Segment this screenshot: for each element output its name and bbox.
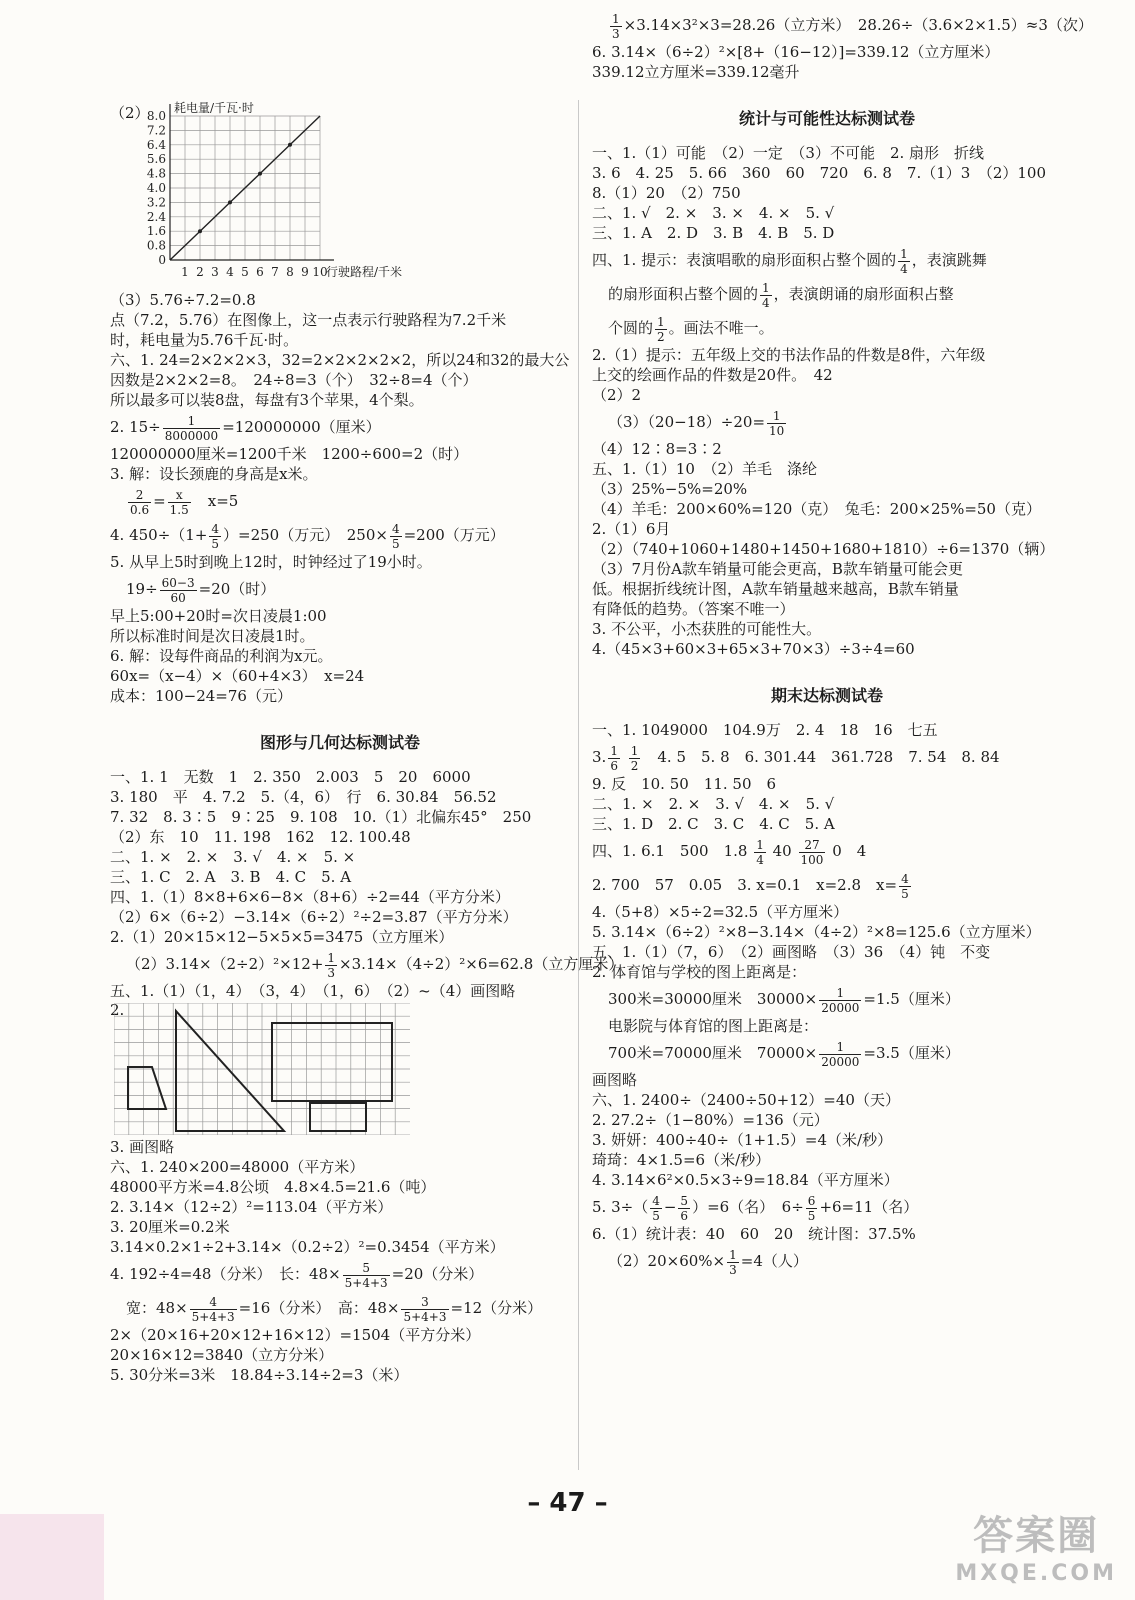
chart-label: （2）	[110, 104, 150, 122]
answer-line: 7. 32 8. 3∶5 9∶25 9. 108 10.（1）北偏东45° 250	[110, 808, 532, 826]
x-tick-label: 4	[226, 265, 234, 279]
answer-line: 4.（5+8）×5÷2=32.5（平方厘米）	[592, 903, 849, 921]
answer-line: 2×（20×16+20×12+16×12）=1504（平方分米）	[110, 1326, 481, 1344]
x-tick-label: 6	[256, 265, 264, 279]
answer-line: 3. 6 4. 25 5. 66 360 60 720 6. 8 7.（1）3 （2）100	[592, 164, 1047, 182]
answer-line: 5. 30分米=3米 18.84÷3.14÷2=3（米）	[110, 1366, 409, 1384]
answer-line: 20×16×12=3840（立方分米）	[110, 1346, 334, 1364]
answer-line: （3）（20−18）÷20= $\frac{1}{10}$	[608, 408, 785, 438]
y-tick-label: 4.8	[146, 166, 166, 181]
answer-line: 8.（1）20 （2）750	[592, 184, 741, 202]
answer-line: 4. 450÷（1+ $\frac{4}{5}$ ）=250（万元） 250× $\frac{4}{5}$ =200（万元）	[110, 521, 505, 551]
answer-line: 120000000厘米=1200千米 1200÷600=2（时）	[110, 445, 469, 463]
answer-line: 画图略	[592, 1071, 638, 1089]
x-tick-label: 3	[211, 265, 219, 279]
y-tick-label: 7.2	[146, 123, 166, 138]
answer-line: 3. 不公平，小杰获胜的可能性大。	[592, 620, 822, 638]
answer-line: 2. 3.14×（12÷2）²=113.04（平方米）	[110, 1198, 393, 1216]
answer-line: 五、1.（1）（7，6） （2）画图略 （3）36 （4）钝 不变	[592, 943, 991, 961]
right-column	[592, 8, 1093, 1278]
answer-line: （3）25%−5%=20%	[592, 480, 748, 498]
answer-line: 300米=30000厘米 30000× $\frac{1}{20000}$ =1.5（厘米）	[608, 985, 960, 1015]
answer-line: （2）20×60%× $\frac{1}{3}$ =4（人）	[608, 1247, 808, 1277]
grid-figure-block	[110, 1001, 570, 1137]
answer-line: 低。根据折线统计图，A款车销量越来越高，B款车销量	[592, 580, 959, 598]
grid-figure	[114, 1003, 414, 1135]
answer-line: 2. 700 57 0.05 3. x=0.1 x=2.8 x= $\frac{4}{5}$	[592, 871, 909, 901]
y-tick-label: 0.8	[146, 238, 166, 253]
answer-line: 二、1. √ 2. × 3. × 4. × 5. √	[592, 204, 835, 222]
section-heading-final: 期末达标测试卷	[770, 686, 883, 705]
answer-line: 成本：100−24=76（元）	[110, 687, 292, 705]
answer-line: 四、1. 提示：表演唱歌的扇形面积占整个圆的 $\frac{1}{4}$ ，表演跳舞	[592, 246, 987, 276]
section-heading-geometry: 图形与几何达标测试卷	[259, 733, 420, 752]
answer-line: 所以标准时间是次日凌晨1时。	[110, 627, 315, 645]
trapezoid-shape	[128, 1067, 166, 1109]
answer-line: 的扇形面积占整个圆的 $\frac{1}{4}$ ，表演朗诵的扇形面积占整	[608, 280, 954, 310]
answer-line: 48000平方米=4.8公顷 4.8×4.5=21.6（吨）	[110, 1178, 436, 1196]
answer-line: 宽：48× $\frac{4}{5+4+3}$ =16（分米） 高：48× $\frac{3}{5+4+3}$ =12（分米）	[126, 1294, 543, 1324]
y-tick-label: 6.4	[146, 137, 166, 152]
answer-line: 3. 180 平 4. 7.2 5.（4，6） 行 6. 30.84 56.52	[110, 788, 497, 806]
answer-line: 2.（1）提示：五年级上交的书法作品的件数是8件，六年级	[592, 346, 986, 364]
data-point	[288, 143, 292, 147]
y-tick-label: 1.6	[146, 224, 166, 239]
answer-line: （2）6×（6÷2）−3.14×（6÷2）²÷2=3.87（平方分米）	[110, 908, 518, 926]
answer-line: （2）（740+1060+1480+1450+1680+1810）÷6=1370（辆）	[592, 540, 1055, 558]
answer-line: （2）2	[592, 386, 642, 404]
answer-line: 6. 3.14×（6÷2）²×[8+（16−12）]=339.12（立方厘米）	[592, 43, 1000, 61]
proportion-line: $\frac{2}{0.6}$ = $\frac{x}{1.5}$ x=5	[130, 487, 239, 517]
answer-line: 3. 妍妍：400÷40÷（1+1.5）=4（米/秒）	[592, 1131, 893, 1149]
answer-line: 有降低的趋势。（答案不唯一）	[592, 600, 795, 618]
answer-line: 六、1. 24=2×2×2×3，32=2×2×2×2×2，所以24和32的最大公	[110, 351, 570, 369]
chart-block	[110, 100, 570, 290]
answer-line: 二、1. × 2. × 3. √ 4. × 5. √	[592, 795, 835, 813]
answer-line: 一、1. 1049000 104.9万 2. 4 18 16 七五	[592, 721, 938, 739]
y-tick-label: 8.0	[146, 109, 166, 123]
section-heading-statistics: 统计与可能性达标测试卷	[738, 109, 915, 128]
y-tick-label: 4.0	[146, 181, 166, 195]
data-point	[198, 229, 202, 233]
answer-line: 2. 15÷ $\frac{1}{8000000}$ =120000000（厘米）	[110, 413, 381, 443]
answer-line: 6. 解：设每件商品的利润为x元。	[110, 647, 333, 665]
answer-line: 时，耗电量为5.76千瓦·时。	[110, 331, 299, 349]
answer-line: （2）东 10 11. 198 162 12. 100.48	[110, 828, 411, 846]
answer-line: 19÷ $\frac{60-3}{60}$ =20（时）	[126, 575, 276, 605]
answer-line: （4）12∶8=3∶2	[592, 440, 722, 458]
answer-line: 4. 192÷4=48（分米） 长：48× $\frac{5}{5+4+3}$ =20（分米）	[110, 1260, 484, 1290]
answer-line: 五、1.（1）（1，4） （3，4） （1，6） （2）~（4）画图略	[110, 982, 516, 1000]
answer-line: （3）5.76÷7.2=0.8	[110, 291, 256, 309]
watermark-url: MXQE.COM	[955, 1561, 1117, 1586]
answer-line: 3. $\frac{1}{6}$ $\frac{1}{2}$ 4. 5 5. 8 6. 301.44 361.728 7. 54 8. 84	[592, 743, 1000, 773]
answer-line: 2.（1）20×15×12−5×5×5=3475（立方厘米）	[110, 928, 454, 946]
column-divider	[578, 100, 579, 1470]
answer-line: 三、1. A 2. D 3. B 4. B 5. D	[592, 224, 835, 242]
answer-line: 上交的绘画作品的件数是20件。 42	[592, 366, 833, 384]
corner-decoration	[0, 1514, 104, 1600]
answer-line: 9. 反 10. 50 11. 50 6	[592, 775, 777, 793]
answer-line: 一、1.（1）可能 （2）一定 （3）不可能 2. 扇形 折线	[592, 144, 985, 162]
answer-line: 6.（1）统计表：40 60 20 统计图：37.5%	[592, 1225, 916, 1243]
answer-line: 三、1. D 2. C 3. C 4. C 5. A	[592, 815, 835, 833]
x-tick-label: 9	[301, 265, 309, 279]
answer-line: 三、1. C 2. A 3. B 4. C 5. A	[110, 868, 352, 886]
answer-line: 3. 画图略	[110, 1138, 175, 1156]
large-rectangle-shape	[272, 1023, 392, 1101]
x-tick-label: 7	[271, 265, 279, 279]
answer-line: 二、1. × 2. × 3. √ 4. × 5. ×	[110, 848, 356, 866]
answer-line: 339.12立方厘米=339.12毫升	[592, 63, 800, 81]
answer-line: 5. 3.14×（6÷2）²×8−3.14×（4÷2）²×8=125.6（立方厘米）	[592, 923, 1041, 941]
answer-line: 2. 27.2÷（1−80%）=136（元）	[592, 1111, 829, 1129]
triangle-shape	[176, 1011, 284, 1131]
small-rectangle-shape	[310, 1103, 366, 1131]
answer-line: 4. 3.14×6²×0.5×3÷9=18.84（平方厘米）	[592, 1171, 899, 1189]
answer-line: 60x=（x−4）×（60+4×3） x=24	[110, 667, 365, 685]
x-axis-label: 行驶路程/千米	[326, 265, 403, 279]
answer-line: 2.（1）6月	[592, 520, 671, 538]
y-tick-label: 0	[158, 253, 166, 267]
x-tick-label: 10	[312, 265, 328, 279]
y-tick-label: 5.6	[146, 152, 166, 167]
y-axis-label: 耗电量/千瓦·时	[174, 101, 254, 115]
answer-line: （2）3.14×（2÷2）²×12+ $\frac{1}{3}$ ×3.14×（4÷2）²×6=62.8（立方厘米）	[126, 950, 624, 980]
x-tick-label: 2	[196, 265, 204, 279]
grid-label: 2.	[110, 1001, 125, 1019]
answer-line: 六、1. 240×200=48000（平方米）	[110, 1158, 365, 1176]
x-tick-label: 8	[286, 265, 294, 279]
answer-line: 5. 3÷（ $\frac{4}{5}$ − $\frac{5}{6}$ ）=6（名） 6÷ $\frac{6}{5}$ +6=11（名）	[592, 1193, 919, 1223]
answer-line: 电影院与体育馆的图上距离是：	[608, 1017, 819, 1035]
x-tick-label: 1	[181, 265, 189, 279]
answer-line: 个圆的 $\frac{1}{2}$ 。画法不唯一。	[608, 314, 774, 344]
answer-line: 5. 从早上5时到晚上12时，时钟经过了19小时。	[110, 553, 432, 571]
power-distance-line-chart	[132, 100, 462, 290]
answer-line: 700米=70000厘米 70000× $\frac{1}{20000}$ =3.5（厘米）	[608, 1039, 960, 1069]
answer-line: 四、1. 6.1 500 1.8 $\frac{1}{4}$ 40 $\frac{27}{100}$ 0 4	[592, 837, 867, 867]
x-tick-label: 5	[241, 265, 249, 279]
answer-line: $\frac{1}{3}$ ×3.14×3²×3=28.26（立方米） 28.26÷（3.6×2×1.5）≈3（次）	[612, 11, 1093, 41]
watermark	[955, 1504, 1117, 1586]
answer-line: 早上5:00+20时=次日凌晨1:00	[110, 607, 327, 625]
answer-line: 四、1.（1）8×8+6×6−8×（8+6）÷2=44（平方分米）	[110, 888, 510, 906]
answer-line: 3. 20厘米=0.2米	[110, 1218, 230, 1236]
watermark-logo: 答案圈	[973, 1513, 1100, 1559]
answer-line: （3）7月份A款车销量可能会更高，B款车销量可能会更	[592, 560, 963, 578]
page-number: – 47 –	[527, 1488, 608, 1518]
answer-line: 一、1. 1 无数 1 2. 350 2.003 5 20 6000	[110, 768, 471, 786]
left-column	[110, 100, 624, 1385]
answer-line: 五、1.（1）10 （2）羊毛 涤纶	[592, 460, 817, 478]
answer-line: 3.14×0.2×1÷2+3.14×（0.2÷2）²=0.3454（平方米）	[110, 1238, 505, 1256]
answer-line: 六、1. 2400÷（2400÷50+12）=40（天）	[592, 1091, 900, 1109]
y-tick-label: 2.4	[146, 209, 166, 224]
answer-line: （4）羊毛：200×60%=120（克） 兔毛：200×25%=50（克）	[592, 500, 1041, 518]
answer-line: 4.（45×3+60×3+65×3+70×3）÷3÷4=60	[592, 640, 915, 658]
answer-line: 2. 体育馆与学校的图上距离是：	[592, 963, 807, 981]
y-tick-label: 3.2	[146, 195, 166, 210]
answer-line: 所以最多可以装8盘，每盘有3个苹果，4个梨。	[110, 391, 424, 409]
answer-line: 点（7.2，5.76）在图像上，这一点表示行驶路程为7.2千米	[110, 311, 507, 329]
data-point	[258, 172, 262, 176]
answer-line: 3. 解：设长颈鹿的身高是x米。	[110, 465, 318, 483]
answer-line: 琦琦：4×1.5=6（米/秒）	[592, 1151, 771, 1169]
answer-line: 因数是2×2×2=8。 24÷8=3（个） 32÷8=4（个）	[110, 371, 478, 389]
data-point	[228, 200, 232, 204]
